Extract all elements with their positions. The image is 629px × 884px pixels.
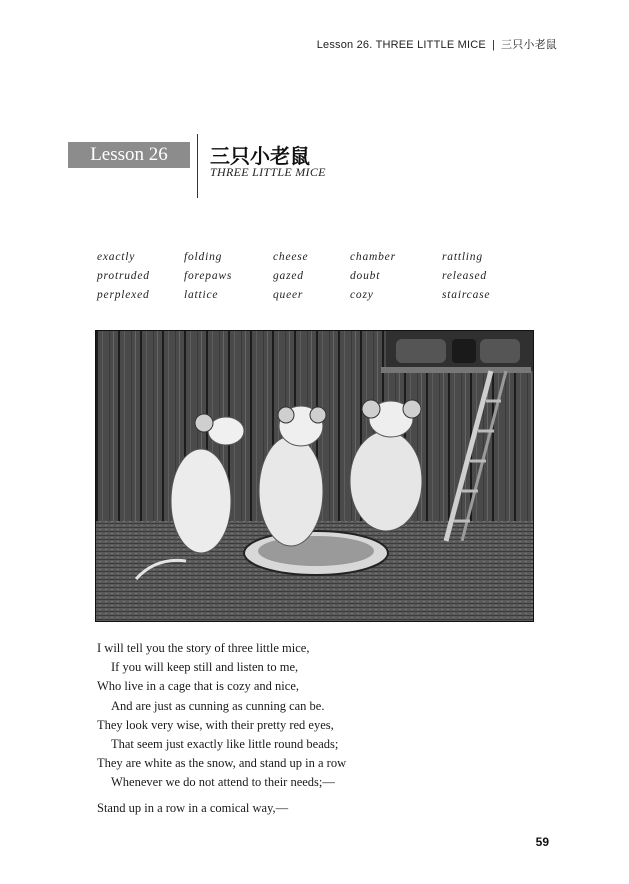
- vocab-word: chamber: [350, 251, 396, 263]
- poem-line: And are just as cunning as cunning can be.: [111, 698, 325, 713]
- header-separator: |: [491, 39, 495, 51]
- title-divider: [197, 134, 198, 198]
- vocab-word: protruded: [97, 270, 150, 282]
- vocab-word: cheese: [273, 251, 309, 263]
- vocab-word: lattice: [184, 289, 219, 301]
- poem-text: [97, 639, 547, 818]
- poem-line: If you will keep still and listen to me,: [111, 660, 299, 675]
- running-title-en: Lesson 26. THREE LITTLE MICE: [316, 39, 486, 51]
- running-title-zh: 三只小老鼠: [501, 39, 557, 51]
- lesson-badge: Lesson 26: [68, 142, 190, 168]
- vocab-word: exactly: [97, 251, 136, 263]
- vocab-word: gazed: [273, 270, 304, 282]
- vocab-word: released: [442, 270, 487, 282]
- vocab-word: perplexed: [97, 289, 150, 301]
- vocab-word: queer: [273, 289, 304, 301]
- poem-line: Whenever we do not attend to their needs;—: [111, 775, 335, 790]
- poem-line: Who live in a cage that is cozy and nice,: [97, 679, 300, 694]
- vocab-word: cozy: [350, 289, 374, 301]
- poem-line: That seem just exactly like little round beads;: [111, 737, 339, 752]
- running-header: [317, 36, 557, 52]
- page-number: 59: [535, 835, 549, 849]
- vocab-word: forepaws: [184, 270, 233, 282]
- poem-line: I will tell you the story of three little mice,: [97, 641, 310, 655]
- vocab-word: doubt: [350, 270, 381, 282]
- vocabulary-list: [97, 249, 517, 304]
- poem-line: They look very wise, with their pretty red eyes,: [97, 717, 334, 732]
- lesson-title-en: THREE LITTLE MICE: [210, 165, 326, 179]
- vocab-word: folding: [184, 251, 223, 263]
- poem-line: They are white as the snow, and stand up in a row: [97, 756, 347, 771]
- vocab-word: rattling: [442, 251, 483, 263]
- engraving-three-mice-illustration: [95, 330, 534, 622]
- lesson-title-zh: 三只小老鼠: [210, 144, 310, 168]
- vocab-word: staircase: [442, 289, 491, 301]
- poem-line: Stand up in a row in a comical way,—: [97, 800, 289, 815]
